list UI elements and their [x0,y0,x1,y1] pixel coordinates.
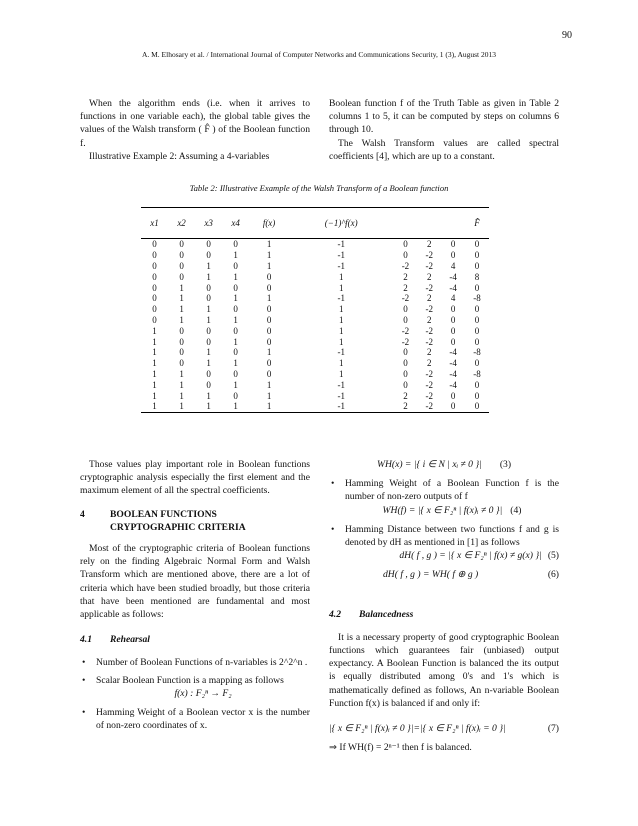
table-cell: 2 [427,358,432,369]
table-cell: 0 [474,314,480,325]
table-cell: 0 [474,239,480,250]
table-cell: 1 [206,271,211,282]
table-cell: 1 [338,336,344,347]
table-cell: 0 [206,368,211,379]
table-cell: -2 [425,325,434,336]
table-cell: 0 [179,271,184,282]
table-cell: 1 [179,314,184,325]
table-cell: 1 [233,250,238,261]
table-cell: 0 [450,325,456,336]
table-cell: -4 [449,271,457,282]
subsection-title: Rehearsal [110,634,150,646]
table-cell: 0 [474,358,480,369]
table-cell: 0 [474,336,480,347]
table-cell: 0 [179,347,184,358]
paragraph: Boolean function f of the Truth Table as given in Table 2 columns 1 to 5, it can be computed by steps on columns 6 through 10. [329,98,559,136]
table-cell: 0 [152,271,157,282]
table-cell: 1 [266,347,272,358]
table-cell: -2 [425,260,434,271]
table-cell: -2 [401,336,410,347]
paragraph: Illustrative Example 2: Assuming a 4-variables [89,150,270,162]
subsection-number: 4.1 [80,634,92,646]
table-cell: 0 [441,401,465,412]
table-header-cell [441,208,465,239]
table-cell: 1 [152,347,157,358]
table-row [141,282,489,293]
table-cell: 1 [206,314,211,325]
table-cell: 1 [233,336,238,347]
walsh-table [141,207,489,413]
table-header-cell: x1 [141,208,168,239]
table-cell: 0 [474,282,480,293]
section-title-line: CRYPTOGRAPHIC CRITERIA [110,521,246,533]
table-cell: 1 [179,304,184,315]
paragraph: It is a necessary property of good cryptographic Boolean functions which guarantees fair (unbiased) output expectancy. A Boolean Function is balanced the its output is equally distributed among 0's and 1's which is mathematically defined as follows, An n-variable Boolean Function f(x) is balanced if and only if: [329,631,559,709]
table-row [141,390,489,401]
table-cell: 1 [266,260,272,271]
table-cell: 0 [450,239,456,250]
table-cell: -4 [449,379,457,390]
table-cell: 0 [474,390,480,401]
bullet-list [329,477,559,581]
equation-number: (6) [547,569,559,581]
paragraph: When the algorithm ends (i.e. when it arrives to functions in one variable each), the global table gives the values of the Walsh transform ( F̂ ) of the Boolean function f. [80,98,310,149]
table-row [141,358,489,369]
equation: dH( f , g ) = WH( f ⊕ g ) [383,569,479,581]
equation: |{ x ∈ F₂ⁿ | f(x)ᵢ ≠ 0 }|=|{ x ∈ F₂ⁿ | f(x)ᵢ = 0 }| [329,723,506,735]
table-cell: 0 [152,314,157,325]
table-row [141,347,489,358]
subsection-heading [80,633,310,646]
table-cell: 1 [233,293,238,304]
equation: dH( f , g ) = |{ x ∈ F₂ⁿ | f(x) ≠ g(x) }| [399,550,542,562]
table-cell: -2 [425,368,434,379]
table-cell: 1 [179,282,184,293]
equation-6 [345,568,559,581]
table-cell: -2 [417,401,441,412]
table-cell: -2 [425,379,434,390]
table-cell: 0 [233,390,238,401]
table-cell: 0 [474,250,480,261]
subsection-title: Balancedness [359,608,414,620]
table-cell: 1 [195,401,222,412]
table-cell: 1 [233,271,238,282]
equation-4 [345,504,559,517]
table-cell: -2 [401,325,410,336]
table-cell: 1 [152,336,157,347]
table-cell: 0 [179,325,184,336]
table-cell: 0 [152,282,157,293]
section-heading [80,508,310,534]
table-cell: 1 [206,347,211,358]
formula: f(x) : F₂ⁿ → F₂ [174,687,232,699]
table-cell: 1 [266,379,272,390]
table-cell: -4 [449,347,457,358]
table-cell: 0 [450,390,456,401]
table-cell: 0 [403,347,408,358]
table-cell: 0 [179,250,184,261]
table-cell: 0 [450,314,456,325]
table-cell: 0 [233,368,238,379]
top-right-column [329,97,559,163]
list-item [329,523,559,582]
table-cell: -2 [425,282,434,293]
table-row [141,293,489,304]
table-header-cell: x2 [168,208,195,239]
bottom-left-column [80,458,310,732]
equation-number: (3) [499,459,512,470]
table-cell: -1 [337,239,345,250]
subsection-heading [329,608,559,621]
table-cell: 0 [233,347,238,358]
table-cell: 0 [450,304,456,315]
table-cell: 0 [179,239,184,250]
table-cell: 1 [141,401,168,412]
bullet-list [80,656,310,732]
table-cell: 1 [338,304,344,315]
table-cell: 1 [266,390,272,401]
table-cell: -8 [473,347,481,358]
table-row [141,250,489,261]
table-cell: 2 [427,347,432,358]
table-cell: 2 [403,390,408,401]
table-cell: 2 [403,282,408,293]
table-cell: 1 [206,304,211,315]
table-row [141,325,489,336]
table-cell: -4 [449,368,457,379]
table-cell: 0 [450,336,456,347]
table-cell: 2 [403,271,408,282]
table-cell: 1 [249,401,289,412]
table-cell: 0 [152,250,157,261]
table-cell: 0 [152,293,157,304]
table-cell: 2 [427,239,432,250]
table-body [141,239,489,413]
table-cell: 1 [179,379,184,390]
table-row [141,379,489,390]
table-cell: 0 [152,239,157,250]
table-cell: 1 [222,401,249,412]
table-cell: 1 [206,358,211,369]
table-cell: -1 [289,401,394,412]
equation-3 [329,458,559,471]
table-cell: 0 [403,314,408,325]
table-cell: 0 [206,250,211,261]
table-cell: -1 [337,390,345,401]
table-cell: -2 [425,250,434,261]
table-cell: -8 [473,368,481,379]
table-header-cell: x3 [195,208,222,239]
table-cell: 1 [179,368,184,379]
conclusion-line: ⇒ If WH(f) = 2ⁿ⁻¹ then f is balanced. [329,742,472,754]
table-cell: 4 [450,260,456,271]
table-cell: 0 [206,336,211,347]
table-cell: -1 [337,347,345,358]
table-cell: 1 [266,250,272,261]
table-cell: 1 [179,390,184,401]
bottom-right-column [329,458,559,754]
table-cell: 1 [152,358,157,369]
table-cell: -2 [425,390,434,401]
table-cell: 0 [206,325,211,336]
table-header-cell [417,208,441,239]
table-cell: 4 [450,293,456,304]
table-row [141,369,489,380]
section-title [110,508,246,534]
table-header-cell [394,208,418,239]
table-cell: 1 [338,358,344,369]
table-header-cell: f(x) [249,208,289,239]
table-cell: 0 [465,401,489,412]
table-cell: 0 [206,239,211,250]
table-cell: -2 [425,304,434,315]
table-cell: 1 [266,293,272,304]
table-cell: 0 [474,379,480,390]
table-cell: 0 [266,325,272,336]
table-cell: 0 [152,260,157,271]
table-cell: 0 [233,282,238,293]
table-cell: 0 [233,260,238,271]
table-cell: -1 [337,293,345,304]
table-row [141,304,489,315]
table-cell: 0 [266,368,272,379]
paragraph: Most of the cryptographic criteria of Boolean functions rely on the finding Algebraic Normal Form and Walsh Transform which are mentioned above, there are a lot of criteria which have been studied broadly, but those criteria that have been mentioned are fundamental and most applicable as follows: [80,543,310,621]
list-item [80,674,310,700]
table-cell: 1 [338,282,344,293]
table-caption: Table 2: Illustrative Example of the Walsh Transform of a Boolean function [189,183,449,193]
table-cell: 0 [206,282,211,293]
equation: WH(f) = |{ x ∈ F₂ⁿ | f(x)ᵢ ≠ 0 }| [382,504,503,516]
table-cell: -4 [449,282,457,293]
list-item-text: Scalar Boolean Function is a mapping as follows [96,674,284,686]
equation-number: (7) [547,723,559,735]
table-cell: 2 [427,271,432,282]
table-cell: 1 [152,368,157,379]
table-cell: -2 [401,293,410,304]
table-cell: 1 [338,314,344,325]
table-cell: 0 [206,293,211,304]
section-title-line: BOOLEAN FUNCTIONS [110,508,217,520]
list-item-text: Hamming Distance between two functions f and g is denoted by dH as mentioned in [1] as follows [345,523,559,549]
table-cell: 0 [403,368,408,379]
table-cell: 0 [403,358,408,369]
table-cell: 1 [266,239,272,250]
table-cell: -1 [337,260,345,271]
table-cell: 2 [427,293,432,304]
page-number: 90 [562,30,572,41]
table-header-row [141,208,489,239]
table-cell: 2 [427,314,432,325]
table-cell: 0 [233,325,238,336]
table-cell: 0 [474,260,480,271]
table-cell: 1 [179,293,184,304]
table-cell: -2 [425,336,434,347]
table-header-cell: x4 [222,208,249,239]
list-item: • Hamming Weight of a Boolean vector x is the number of non-zero coordinates of x. [80,706,310,732]
table-row [141,271,489,282]
table-row [141,401,489,412]
table-cell: 0 [266,304,272,315]
table-cell: -8 [473,293,481,304]
equation-5 [345,549,559,562]
table-cell: 1 [338,368,344,379]
table-row [141,336,489,347]
table-cell: 0 [152,304,157,315]
table-cell: 2 [394,401,418,412]
table-cell: 0 [233,239,238,250]
table-cell: 1 [152,325,157,336]
top-left-column [80,97,310,163]
table-cell: 1 [152,379,157,390]
equation-number: (5) [547,550,559,562]
paragraph: Those values play important role in Boolean functions cryptographic analysis especially the first element and the maximum element of all the spectral coefficients. [80,459,310,497]
section-number: 4 [80,508,85,520]
table-row [141,315,489,326]
table-cell: 0 [403,304,408,315]
table-cell: 1 [233,314,238,325]
table-cell: 0 [403,379,408,390]
table-cell: 1 [152,390,157,401]
table-cell: 0 [450,250,456,261]
table-header-cell: (−1)^f(x) [289,208,394,239]
table-cell: 0 [474,325,480,336]
table-cell: 0 [233,304,238,315]
table-cell: 1 [338,325,344,336]
running-head: A. M. Elhosary et al. / International Journal of Computer Networks and Communications Security, 1 (3), August 2013 [141,50,497,59]
table-row [141,261,489,272]
table-cell: 0 [266,314,272,325]
table-cell: 0 [403,250,408,261]
table-cell: 0 [266,358,272,369]
list-item [329,477,559,517]
table-cell: 0 [403,239,408,250]
equation-number: (4) [510,504,522,516]
table-cell: 0 [474,304,480,315]
table-cell: 1 [233,358,238,369]
subsection-number: 4.2 [329,608,341,620]
table-cell: 1 [338,271,344,282]
list-item-text: Hamming Weight of a Boolean Function f is the number of non-zero outputs of f [345,478,559,503]
equation: WH(x) = |{ i ∈ N | xᵢ ≠ 0 }| [376,459,482,470]
table-cell: -1 [337,379,345,390]
table-cell: 0 [266,271,272,282]
table-cell: 1 [233,379,238,390]
table-cell: 8 [474,271,480,282]
table-cell: -1 [337,250,345,261]
table-row [141,239,489,250]
table-cell: 0 [179,336,184,347]
table-cell: -4 [449,358,457,369]
table-cell: 0 [266,282,272,293]
table-header-cell: F̂ [465,208,489,239]
table-cell: 0 [206,379,211,390]
paragraph: The Walsh Transform values are called spectral coefficients [4], which are up to a constant. [329,137,559,162]
table-cell: 1 [168,401,195,412]
table-cell: 1 [206,390,211,401]
list-item: • Number of Boolean Functions of n-variables is 2^2^n . [80,656,310,669]
table-cell: 0 [179,358,184,369]
table-cell: 1 [206,260,211,271]
table-cell: 0 [266,336,272,347]
table-cell: 0 [179,260,184,271]
equation-7 [329,722,559,735]
table-cell: -2 [401,260,410,271]
